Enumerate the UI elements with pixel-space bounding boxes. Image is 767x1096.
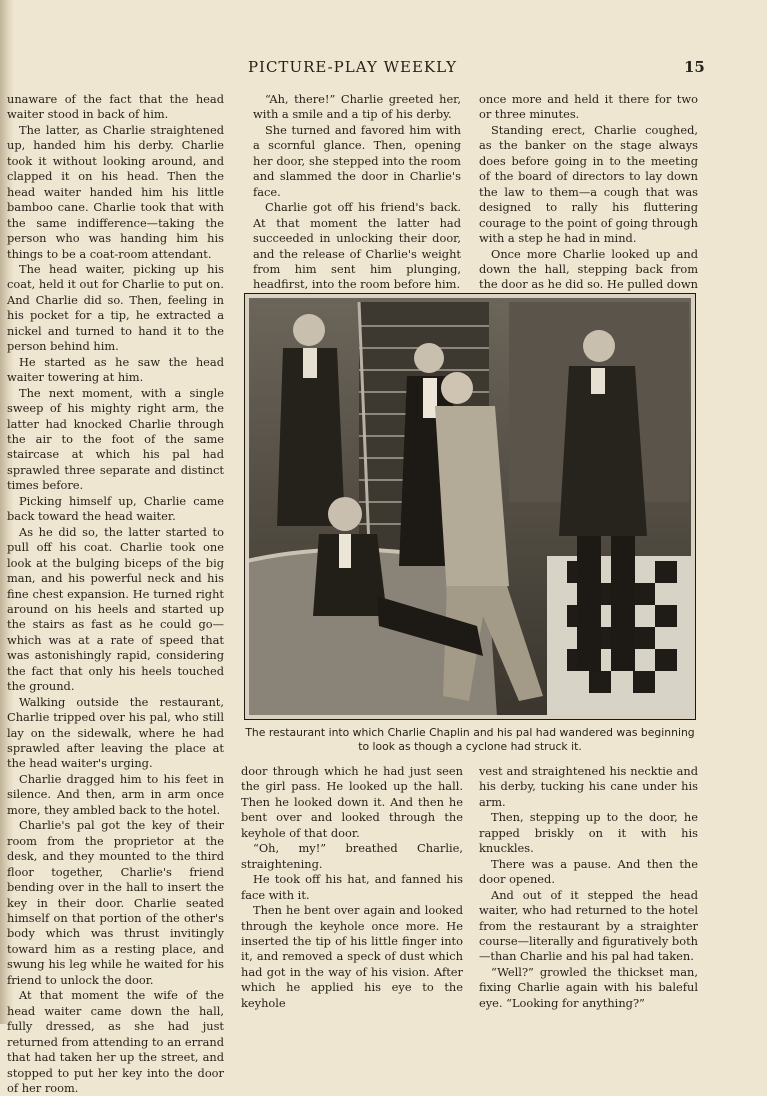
- photo-caption: The restaurant into which Charlie Chaplin and his pal had wandered was beginning to look as though a cyclone had struck it.: [245, 726, 695, 753]
- paragraph: Standing erect, Charlie coughed, as the banker on the stage always does before going in to the meeting of the board of directors to lay down the law to them—a cough that was designed to rally his fluttering courage to the point of going through with a step he had in mind.: [479, 122, 698, 246]
- paragraph: “Well?” growled the thickset man, fixing Charlie again with his baleful eye. “Looking for anything?”: [479, 964, 698, 1010]
- paragraph: And out of it stepped the head waiter, who had returned to the hotel from the restaurant by a straighter course—literally and figuratively both—than Charlie and his pal had taken.: [479, 887, 698, 964]
- paragraph: Then, stepping up to the door, he rapped briskly on it with his knuckles.: [479, 810, 698, 856]
- paragraph: There was a pause. And then the door opened.: [479, 856, 698, 887]
- paragraph: Once more Charlie looked up and down the hall, stepping back from the door as he did so. He pulled down: [479, 246, 698, 292]
- paragraph: vest and straightened his necktie and his derby, tucking his cane under his arm.: [479, 764, 698, 809]
- page-number: 15: [684, 58, 705, 76]
- paragraph: Charlie's pal got the key of their room from the proprietor at the desk, and they mounted to the third floor together, Charlie's friend bending over in the hall to insert the key in their door. Charlie seated himself on that portion of the other's body which was thrust invitingly toward him as a resting place, and swung his leg while he waited for his friend to unlock the door.: [7, 818, 224, 987]
- film-still-photo: [244, 293, 696, 720]
- paragraph: He took off his hat, and fanned his face with it.: [241, 872, 463, 902]
- paragraph: once more and held it there for two or three minutes.: [479, 92, 698, 122]
- text-column-5: [479, 764, 698, 1010]
- text-column-2: [253, 92, 461, 292]
- text-column-3: [479, 92, 698, 292]
- paragraph: The next moment, with a single sweep of his mighty right arm, the latter had knocked Charlie through the air to the foot of the same staircase at which his pal had sprawled three separate and distinct times before.: [7, 385, 224, 493]
- paragraph: unaware of the fact that the head waiter stood in back of him.: [7, 92, 224, 122]
- paragraph: Walking outside the restaurant, Charlie tripped over his pal, who still lay on the sidewalk, where he had sprawled after leaving the place at the head waiter's urging.: [7, 694, 224, 771]
- paragraph: Charlie dragged him to his feet in silence. And then, arm in arm once more, they ambled back to the hotel.: [7, 771, 224, 817]
- paragraph: Then he bent over again and looked through the keyhole once more. He inserted the tip of his little finger into it, and removed a speck of dust which had got in the way of his vision. After which he applied his eye to the keyhole: [241, 903, 463, 1010]
- text-column-1: [7, 92, 224, 1095]
- paragraph: “Ah, there!” Charlie greeted her, with a smile and a tip of his derby.: [253, 92, 461, 122]
- magazine-title: PICTURE-PLAY WEEKLY: [247, 58, 458, 76]
- paragraph: She turned and favored him with a scornful glance. Then, opening her door, she stepped into the room and slammed the door in Charlie's face.: [253, 122, 461, 199]
- paragraph: He started as he saw the head waiter towering at him.: [7, 354, 224, 385]
- paragraph: Charlie got off his friend's back. At that moment the latter had succeeded in unlocking their door, and the release of Charlie's weight from him sent him plunging, headfirst, into the room before him.: [253, 200, 461, 292]
- photo-illustration: [247, 296, 693, 717]
- text-column-4: [241, 764, 463, 1010]
- paragraph: door through which he had just seen the girl pass. He looked up the hall. Then he looked down it. And then he bent over and looked through the keyhole of that door.: [241, 764, 463, 840]
- paragraph: “Oh, my!” breathed Charlie, straightening.: [241, 841, 463, 871]
- paragraph: As he did so, the latter started to pull off his coat. Charlie took one look at the bulging biceps of the big man, and his powerful neck and his fine chest expansion. He turned right around on his heels and started up the stairs as fast as he could go—which was at a rate of speed that was astonishingly rapid, considering the fact that only his heels touched the ground.: [7, 524, 224, 694]
- paragraph: Picking himself up, Charlie came back toward the head waiter.: [7, 493, 224, 524]
- paragraph: At that moment the wife of the head waiter came down the hall, fully dressed, as she had just returned from attending to an errand that had taken her up the street, and stopped to put her key into the door of her room.: [7, 988, 224, 1095]
- paragraph: The latter, as Charlie straightened up, handed him his derby. Charlie took it without looking around, and clapped it on his head. Then the head waiter handed him his little bamboo cane. Charlie took that with the same indifference—taking the person who was handing him his things to be a coat-room attendant.: [7, 122, 224, 261]
- paragraph: The head waiter, picking up his coat, held it out for Charlie to put on. And Charlie did so. Then, feeling in his pocket for a tip, he extracted a nickel and turned to hand it to the person behind him.: [7, 261, 224, 354]
